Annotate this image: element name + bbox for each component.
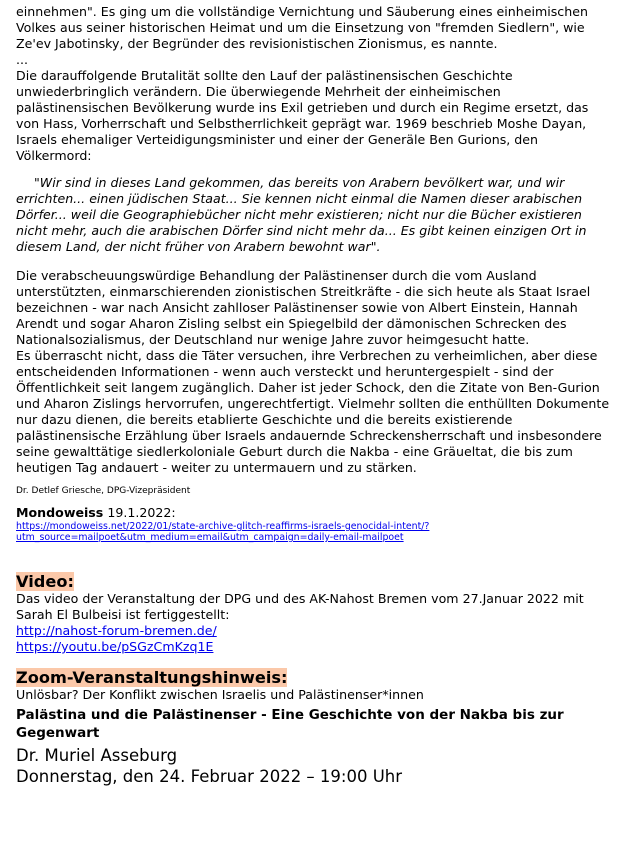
article-body bbox=[16, 4, 611, 787]
video-description: Das video der Veranstaltung der DPG und des AK-Nahost Bremen vom 27.Januar 2022 mit Sarah El Bulbeisi ist fertiggestellt: bbox=[16, 591, 584, 622]
event-datetime: Donnerstag, den 24. Februar 2022 – 19:00 Uhr bbox=[16, 767, 403, 786]
spacer bbox=[16, 255, 611, 268]
dayan-quote: "Wir sind in dieses Land gekommen, das bereits von Arabern bevölkert war, und wir errichten... einen jüdischen Staat... Sie kennen nicht einmal die Namen dieser arabischen Dörfer... weil die Geographiebücher nicht mehr existieren; nicht nur die Bücher existieren nicht mehr, auch die arabischen Dörfer sind nicht mehr da... Es gibt keinen einzigen Ort in diesem Land, der nicht früher von Arabern bewohnt war". bbox=[16, 175, 587, 254]
source-date: 19.1.2022: bbox=[103, 505, 176, 520]
nahost-forum-link[interactable]: http://nahost-forum-bremen.de/ bbox=[16, 623, 217, 638]
paragraph-brutality: Die darauffolgende Brutalität sollte den Lauf der palästinensischen Geschichte unwiederbringlich verändern. Die überwiegende Mehrheit der einheimischen palästinensischen Bevölkerung wurde ins Exil getrieben und durch ein Regime ersetzt, das von Hass, Vorherrschaft und Selbstherrlichkeit geprägt war. 1969 beschrieb Moshe Dayan, Israels ehemaliger Verteidigungsminister und einer der Generäle Ben Gurions, den Völkermord: bbox=[16, 68, 589, 163]
paragraph-documents: Es überrascht nicht, dass die Täter versuchen, ihre Verbrechen zu verheimlichen, aber diese entscheidenden Informationen - wenn auch versteckt und heruntergespielt - sind der Öffentlichkeit seit langem zugänglich. Daher ist jeder Schock, den die Zitate von Ben-Gurion und Aharon Zislings hervorrufen, ungerechtfertigt. Vielmehr sollten die enthüllten Dokumente nur dazu dienen, die bereits etablierte Geschichte und die bereits existierende palästinensische Erzählung über Israels andauernde Schreckensherrschaft und insbesondere seine gewalttätige siedlerkoloniale Geburt durch die Nakba - eine Gräueltat, die bis zum heutigen Tag andauert - weiter zu untermauern und zu stärken. bbox=[16, 348, 610, 475]
event-speaker: Dr. Muriel Asseburg bbox=[16, 746, 178, 765]
author-signature: Dr. Detlef Griesche, DPG-Vizepräsident bbox=[16, 486, 191, 496]
video-heading: Video: bbox=[16, 572, 74, 591]
mondoweiss-link[interactable]: https://mondoweiss.net/2022/01/state-archive-glitch-reaffirms-israels-genocidal-intent/?utm_source=mailpoet&utm_medium=email&utm_campaign=daily-email-mailpoet bbox=[16, 521, 430, 543]
paragraph-treatment: Die verabscheuungswürdige Behandlung der Palästinenser durch die vom Ausland unterstützten, einmarschierenden zionistischen Streitkräfte - die sich heute als Staat Israel bezeichnen - war nach Ansicht zahlloser Palästinenser sowie von Albert Einstein, Hannah Arendt und sogar Aharon Zisling selbst ein Spiegelbild der dämonischen Schrecken des Nationalsozialismus, der Deutschland nur wenige Jahre zuvor heimgesucht hatte. bbox=[16, 268, 591, 347]
zoom-subtitle: Unlösbar? Der Konflikt zwischen Israelis und Palästinenser*innen bbox=[16, 687, 424, 702]
paragraph-intro: einnehmen". Es ging um die vollständige Vernichtung und Säuberung eines einheimischen Volkes aus seiner historischen Heimat und um die Einsetzung von "fremden Siedlern", wie Ze'ev Jabotinsky, der Begründer des revisionistischen Zionismus, es nannte. bbox=[16, 4, 588, 51]
ellipsis: ... bbox=[16, 52, 29, 67]
youtube-link[interactable]: https://youtu.be/pSGzCmKzq1E bbox=[16, 639, 214, 654]
mondoweiss-source bbox=[16, 505, 611, 543]
source-name: Mondoweiss bbox=[16, 505, 104, 520]
event-title: Palästina und die Palästinenser - Eine Geschichte von der Nakba bis zur Gegenwart bbox=[16, 707, 564, 741]
video-section bbox=[16, 573, 611, 655]
zoom-heading: Zoom-Veranstaltungshinweis: bbox=[16, 668, 288, 687]
zoom-section bbox=[16, 669, 611, 787]
